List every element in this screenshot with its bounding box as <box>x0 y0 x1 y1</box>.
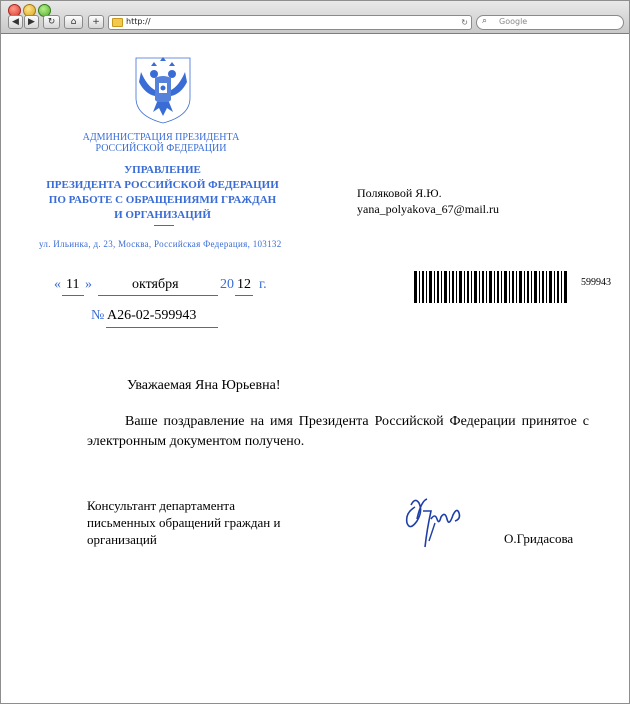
admin-line-2: РОССИЙСКОЙ ФЕДЕРАЦИИ <box>95 143 227 154</box>
header-divider <box>154 225 174 226</box>
signer-title <box>87 497 280 548</box>
dept-line-3: ПО РАБОТЕ С ОБРАЩЕНИЯМИ ГРАЖДАН <box>48 194 277 206</box>
letter-date <box>54 277 284 299</box>
barcode <box>414 271 568 303</box>
dept-line-2: ПРЕЗИДЕНТА РОССИЙСКОЙ ФЕДЕРАЦИИ <box>46 179 279 191</box>
letterhead-address: ул. Ильинка, д. 23, Москва, Российская Федерация, 103132 <box>39 239 282 249</box>
address-bar[interactable] <box>108 15 472 30</box>
reload-button[interactable] <box>43 15 60 29</box>
document-number <box>91 308 221 330</box>
letter-body: Ваше поздравление на имя Президента Российской Федерации принятое с электронным документом получено. <box>87 414 589 449</box>
dept-line-4: И ОРГАНИЗАЦИЙ <box>114 209 211 221</box>
search-icon: ⌕ <box>482 16 488 26</box>
date-day: 11 <box>66 277 80 292</box>
signer-title-line-2: письменных обращений граждан и <box>87 515 281 530</box>
barcode-number: 599943 <box>581 277 611 288</box>
plus-icon: + <box>92 17 100 27</box>
recipient-block <box>357 185 499 217</box>
search-field[interactable] <box>476 15 624 30</box>
dept-line-1: УПРАВЛЕНИЕ <box>124 164 201 176</box>
reload-small-icon[interactable]: ↻ <box>461 18 468 27</box>
coat-of-arms-emblem <box>133 56 193 124</box>
administration-title <box>61 132 261 154</box>
home-icon: ⌂ <box>70 17 77 27</box>
department-title <box>21 163 304 223</box>
recipient-name: Поляковой Я.Ю. <box>357 186 442 200</box>
forward-button[interactable] <box>24 15 39 29</box>
signer-title-line-1: Консультант департамента <box>87 498 236 513</box>
date-year-prefix: 20 <box>220 277 234 292</box>
search-placeholder[interactable]: Google <box>499 17 528 26</box>
signer-title-line-3: организаций <box>87 532 157 547</box>
home-button[interactable] <box>64 15 83 29</box>
date-close-quote: » <box>85 277 92 292</box>
page-content <box>1 34 629 703</box>
folder-icon <box>112 18 123 27</box>
date-open-quote: « <box>54 277 61 292</box>
year-underline <box>235 295 253 296</box>
back-button[interactable] <box>8 15 23 29</box>
doc-number-sign: № <box>91 308 105 323</box>
day-underline <box>62 295 84 296</box>
date-year-suffix: 12 <box>237 277 251 292</box>
signer-name: О.Гридасова <box>504 531 574 546</box>
month-underline <box>98 295 218 296</box>
back-arrow-icon: ◀ <box>12 17 19 27</box>
doc-number-value: А26-02-599943 <box>107 308 197 323</box>
recipient-email: yana_polyakova_67@mail.ru <box>357 202 500 216</box>
doc-number-underline <box>106 327 218 328</box>
forward-arrow-icon: ▶ <box>28 17 35 27</box>
greeting: Уважаемая Яна Юрьевна! <box>127 378 281 393</box>
handwritten-signature <box>401 489 465 551</box>
browser-toolbar <box>1 1 629 34</box>
reload-icon: ↻ <box>47 17 56 27</box>
date-month: октября <box>132 277 179 292</box>
admin-line-1: АДМИНИСТРАЦИЯ ПРЕЗИДЕНТА <box>82 132 240 143</box>
address-url[interactable]: http:// <box>126 17 151 26</box>
date-year-abbr: г. <box>259 277 267 292</box>
add-bookmark-button[interactable] <box>88 15 104 29</box>
